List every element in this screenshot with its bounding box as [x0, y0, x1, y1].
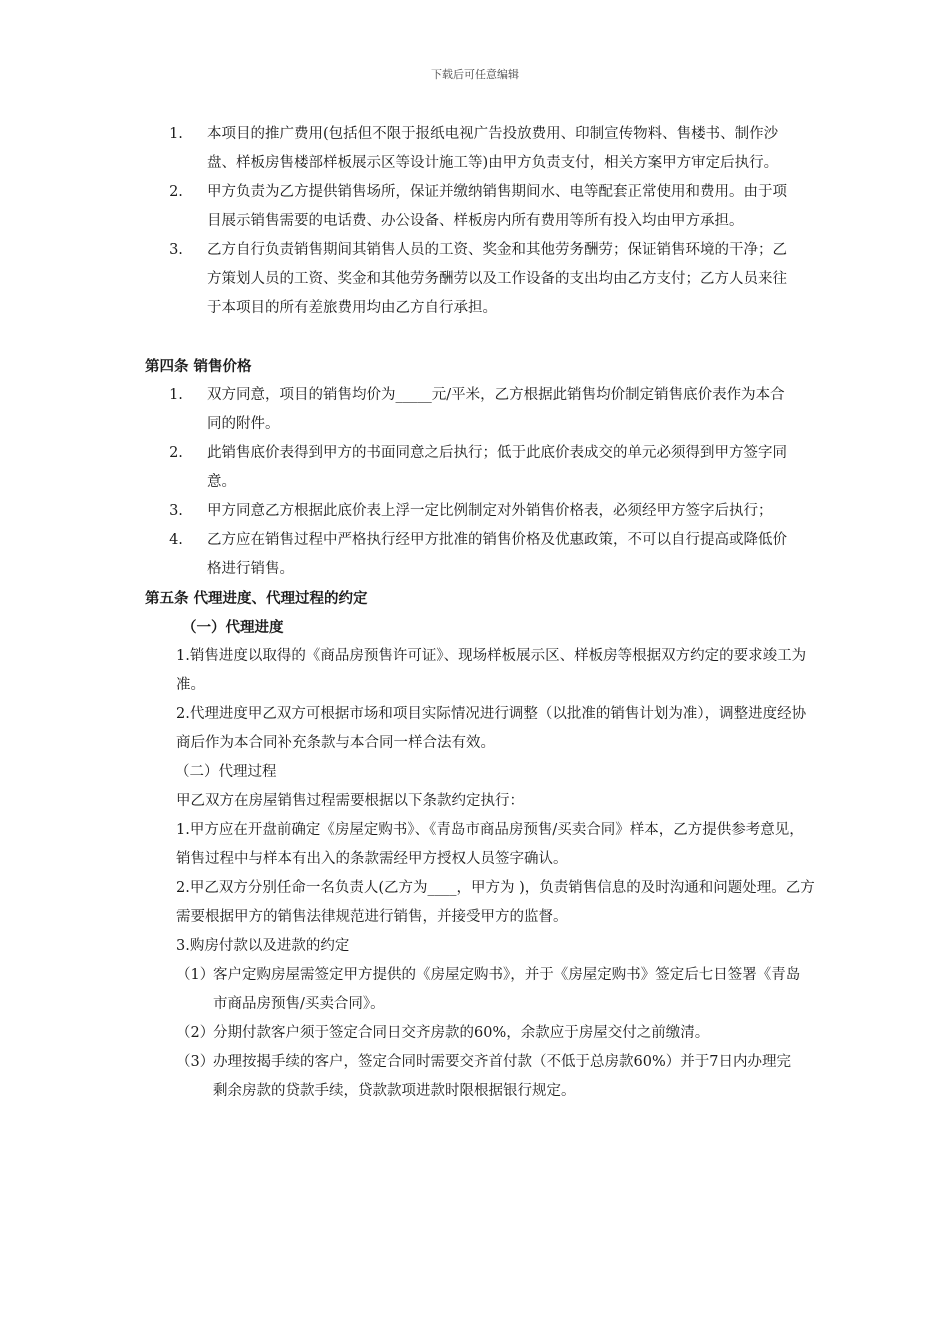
item-text: 双方同意，项目的销售均价为_____元/平米，乙方根据此销售均价制定销售底价表作为本合同的附件。: [207, 387, 785, 432]
item-number: 2.: [169, 445, 183, 461]
list-item: [145, 178, 815, 236]
list-item: [145, 120, 815, 178]
paragraph: 2.甲乙双方分别任命一名负责人(乙方为____，甲方为 )，负责销售信息的及时沟通和问题处理。乙方需要根据甲方的销售法律规范进行销售，并接受甲方的监督。: [176, 880, 815, 925]
item-number: 3.: [169, 503, 183, 519]
paragraph: 2.代理进度甲乙双方可根据市场和项目实际情况进行调整（以批准的销售计划为准），调整进度经协商后作为本合同补充条款与本合同一样合法有效。: [176, 706, 807, 751]
item-number: （2）: [176, 1025, 215, 1041]
spacer: [145, 323, 815, 352]
item-text: 甲方负责为乙方提供销售场所，保证并缴纳销售期间水、电等配套正常使用和费用。由于项目展示销售需要的电话费、办公设备、样板房内所有费用等所有投入均由甲方承担。: [207, 184, 787, 229]
item-text: 本项目的推广费用(包括但不限于报纸电视广告投放费用、印制宣传物料、售楼书、制作沙盘、样板房售楼部样板展示区等设计施工等)由甲方负责支付，相关方案甲方审定后执行。: [207, 126, 779, 171]
paragraph: 1.销售进度以取得的《商品房预售许可证》、现场样板展示区、样板房等根据双方约定的要求竣工为准。: [176, 648, 807, 693]
item-number: （1）: [176, 967, 215, 983]
list-item: [145, 497, 815, 526]
item-text: 此销售底价表得到甲方的书面同意之后执行；低于此底价表成交的单元必须得到甲方签字同意。: [207, 445, 787, 490]
paragraph: 甲乙双方在房屋销售过程需要根据以下条款约定执行：: [176, 793, 524, 809]
list-item: [145, 961, 815, 1019]
document-body: [145, 120, 815, 1106]
item-text: 乙方自行负责销售期间其销售人员的工资、奖金和其他劳务酬劳；保证销售环境的干净；乙方策划人员的工资、奖金和其他劳务酬劳以及工作设备的支出均由乙方支付；乙方人员来往于本项目的所有差旅费用均由乙方自行承担。: [207, 242, 787, 316]
item-text: 分期付款客户须于签定合同日交齐房款的60%，余款应于房屋交付之前缴清。: [213, 1025, 710, 1041]
item-number: 4.: [169, 532, 183, 548]
item-text: 办理按揭手续的客户，签定合同时需要交齐首付款（不低于总房款60%）并于7日内办理完剩余房款的贷款手续，贷款款项进款时限根据银行规定。: [213, 1054, 791, 1099]
item-number: （3）: [176, 1054, 215, 1070]
item-text: 甲方同意乙方根据此底价表上浮一定比例制定对外销售价格表，必须经甲方签字后执行；: [207, 503, 773, 519]
item-number: 2.: [169, 184, 183, 200]
sub-heading-process: （二）代理过程: [175, 764, 277, 780]
item-number: 1.: [169, 126, 183, 142]
item-number: 1.: [169, 387, 183, 403]
section-heading-4: 第四条 销售价格: [145, 358, 252, 375]
item-number: 3.: [169, 242, 183, 258]
paragraph: 1.甲方应在开盘前确定《房屋定购书》、《青岛市商品房预售/买卖合同》样本，乙方提供参考意见，销售过程中与样本有出入的条款需经甲方授权人员签字确认。: [176, 822, 804, 867]
list-item: [145, 526, 815, 584]
list-item: [145, 439, 815, 497]
item-text: 客户定购房屋需签定甲方提供的《房屋定购书》，并于《房屋定购书》签定后七日签署《青岛市商品房预售/买卖合同》。: [213, 967, 801, 1012]
list-item: [145, 381, 815, 439]
paragraph: 3.购房付款以及进款的约定: [176, 938, 350, 954]
section-heading-5: 第五条 代理进度、代理过程的约定: [145, 590, 368, 607]
item-text: 乙方应在销售过程中严格执行经甲方批准的销售价格及优惠政策，不可以自行提高或降低价格进行销售。: [207, 532, 787, 577]
page-header: 下载后可任意编辑: [431, 68, 519, 81]
list-item: [145, 236, 815, 323]
list-item: [145, 1048, 815, 1106]
sub-heading-progress: （一）代理进度: [182, 619, 284, 636]
list-item: [145, 1019, 815, 1048]
